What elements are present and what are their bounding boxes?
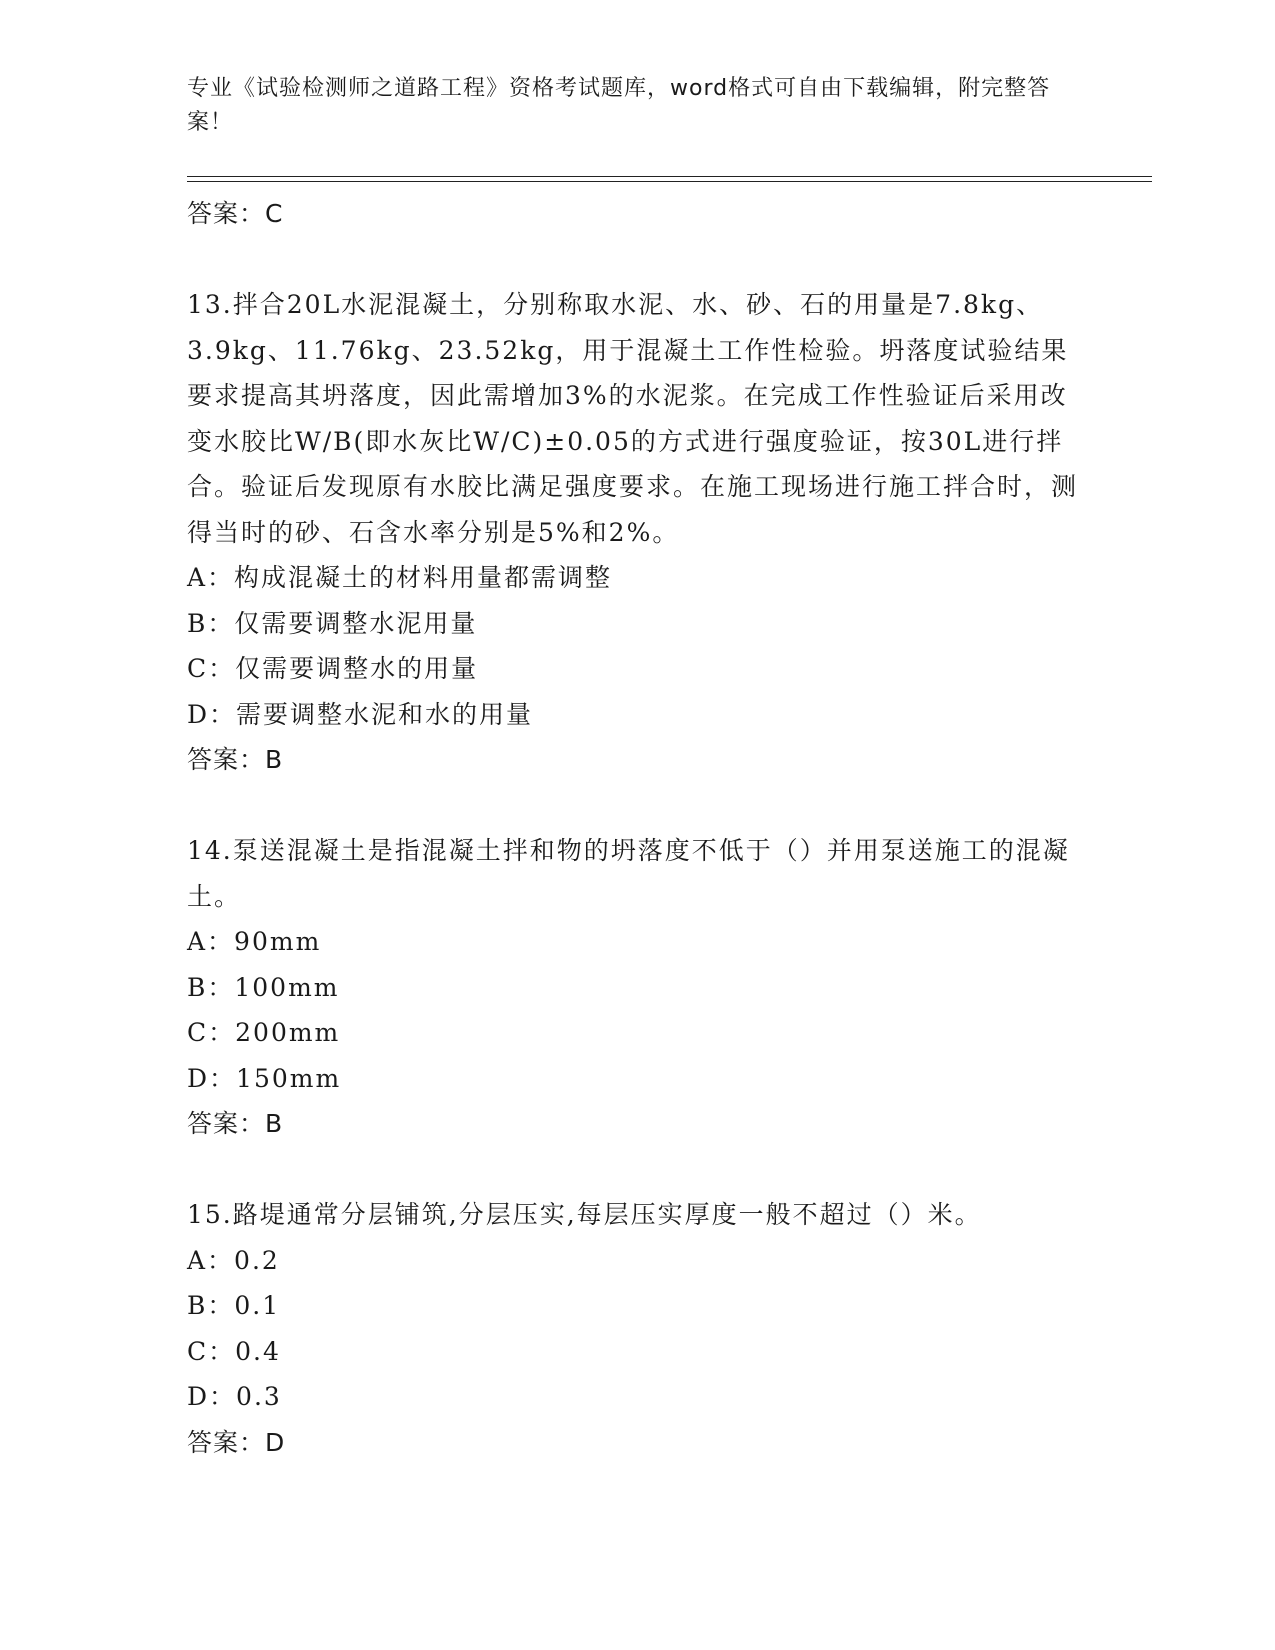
question-stem: 13.拌合20L水泥混凝土，分别称取水泥、水、砂、石的用量是7.8kg、3.9kg、11.76kg、23.52kg，用于混凝土工作性检验。坍落度试验结果要求提高其坍落度，因此需增加3%的水泥浆。在完成工作性验证后采用改变水胶比W/B(即水灰比W/C)±0.05的方式进行强度验证，按30L进行拌合。验证后发现原有水胶比满足强度要求。在施工现场进行施工拌合时，测得当时的砂、石含水率分别是5%和2%。 — [187, 290, 1079, 547]
option-b: B：100mm — [187, 972, 340, 1002]
option-d: D：150mm — [187, 1063, 342, 1093]
answer-line: 答案：B — [187, 1109, 284, 1138]
option-c: C：0.4 — [187, 1336, 281, 1366]
option-b: B：仅需要调整水泥用量 — [187, 608, 478, 638]
header-rule-bottom — [187, 181, 1152, 182]
question-15 — [187, 1192, 1087, 1466]
option-d: D：需要调整水泥和水的用量 — [187, 699, 534, 729]
option-a: A：构成混凝土的材料用量都需调整 — [187, 563, 613, 592]
option-a: A：90mm — [187, 927, 322, 956]
question-13 — [187, 282, 1087, 783]
option-c: C：仅需要调整水的用量 — [187, 654, 479, 683]
question-stem: 15.路堤通常分层铺筑,分层压实,每层压实厚度一般不超过（）米。 — [187, 1200, 982, 1229]
option-a: A：0.2 — [187, 1245, 280, 1275]
answer-line: 答案：B — [187, 745, 284, 774]
page-header: 专业《试验检测师之道路工程》资格考试题库，word格式可自由下载编辑，附完整答案！ — [187, 76, 1051, 135]
answer-line: 答案：D — [187, 1427, 286, 1457]
question-list — [187, 191, 1087, 1466]
question-14 — [187, 828, 1087, 1147]
question-stem: 14.泵送混凝土是指混凝土拌和物的坍落度不低于（）并用泵送施工的混凝土。 — [187, 836, 1070, 911]
option-b: B：0.1 — [187, 1291, 281, 1320]
answer-line: 答案：C — [187, 199, 284, 228]
option-c: C：200mm — [187, 1018, 341, 1047]
header-rule-top — [187, 176, 1152, 177]
option-d: D：0.3 — [187, 1382, 282, 1411]
